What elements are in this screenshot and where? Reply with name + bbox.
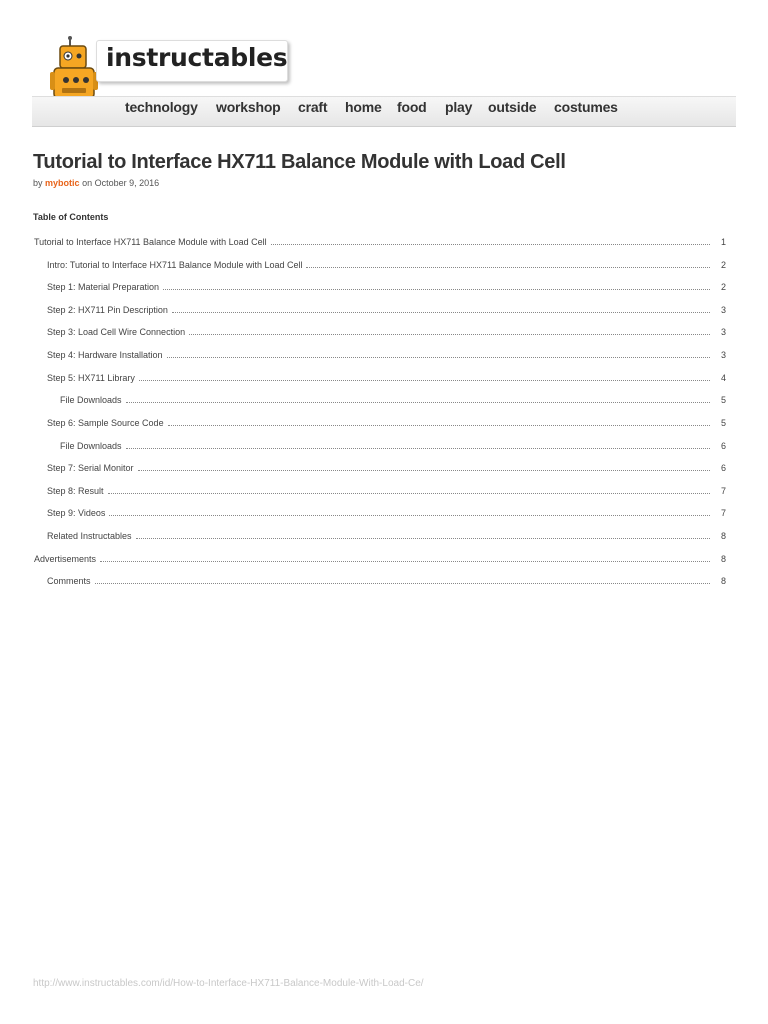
toc-leader-dots	[138, 462, 710, 471]
toc-leader-dots	[136, 530, 710, 539]
site-logo[interactable]: instructables	[106, 43, 288, 72]
toc-entry[interactable]	[47, 281, 726, 293]
toc-leader-dots	[139, 372, 710, 381]
toc-entry[interactable]	[47, 462, 726, 474]
nav-item-technology[interactable]: technology	[125, 99, 198, 115]
toc-entry-page: 2	[720, 282, 726, 292]
toc-entry[interactable]	[34, 553, 726, 565]
toc-heading: Table of Contents	[33, 212, 109, 222]
toc-leader-dots	[168, 417, 710, 426]
by-label: by	[33, 178, 43, 188]
toc-entry-page: 8	[720, 531, 726, 541]
toc-entry-page: 6	[720, 463, 726, 473]
toc-entry-page: 5	[720, 418, 726, 428]
toc-entry-page: 3	[720, 327, 726, 337]
toc-entry-page: 1	[720, 237, 726, 247]
toc-entry[interactable]	[60, 394, 726, 406]
toc-entry-page: 7	[720, 508, 726, 518]
publish-date: on October 9, 2016	[82, 178, 160, 188]
toc-entry[interactable]	[47, 417, 726, 429]
toc-entry-label: Step 4: Hardware Installation	[47, 350, 163, 360]
toc-entry-page: 4	[720, 373, 726, 383]
nav-item-home[interactable]: home	[345, 99, 382, 115]
toc-entry[interactable]	[47, 304, 726, 316]
toc-entry-label: File Downloads	[60, 395, 122, 405]
nav-item-food[interactable]: food	[397, 99, 427, 115]
toc-entry[interactable]	[47, 485, 726, 497]
toc-leader-dots	[271, 236, 710, 245]
toc-entry-page: 2	[720, 260, 726, 270]
toc-leader-dots	[172, 304, 710, 313]
toc-entry[interactable]	[34, 236, 726, 248]
page-title: Tutorial to Interface HX711 Balance Module with Load Cell	[33, 151, 566, 173]
toc-leader-dots	[189, 326, 710, 335]
toc-entry-label: Step 1: Material Preparation	[47, 282, 160, 292]
toc-entry[interactable]	[47, 575, 726, 587]
toc-leader-dots	[167, 349, 710, 358]
author-link[interactable]: mybotic	[45, 178, 80, 188]
site-header	[0, 0, 768, 130]
footer-source-url[interactable]: http://www.instructables.com/id/How-to-Interface-HX711-Balance-Module-With-Load-Ce/	[33, 978, 424, 989]
toc-entry-label: Step 7: Serial Monitor	[47, 463, 134, 473]
toc-entry-label: Step 2: HX711 Pin Description	[47, 305, 168, 315]
toc-entry[interactable]	[47, 507, 726, 519]
nav-item-craft[interactable]: craft	[298, 99, 328, 115]
toc-entry[interactable]	[47, 349, 726, 361]
toc-entry-page: 5	[720, 395, 726, 405]
toc-leader-dots	[100, 553, 710, 562]
toc-leader-dots	[126, 440, 710, 449]
toc-entry[interactable]	[47, 530, 726, 542]
toc-entry[interactable]	[60, 440, 726, 452]
toc-entry-page: 8	[720, 554, 726, 564]
nav-item-workshop[interactable]: workshop	[216, 99, 281, 115]
nav-item-costumes[interactable]: costumes	[554, 99, 618, 115]
toc-entry[interactable]	[47, 259, 726, 271]
toc-entry-label: Step 5: HX711 Library	[47, 373, 135, 383]
toc-leader-dots	[109, 507, 710, 516]
toc-entry-label: Step 8: Result	[47, 486, 104, 496]
toc-entry-page: 6	[720, 441, 726, 451]
toc-entry-label: Intro: Tutorial to Interface HX711 Balance Module with Load Cell	[47, 260, 303, 270]
toc-entry-page: 8	[720, 576, 726, 586]
toc-entry-label: Step 9: Videos	[47, 508, 106, 518]
toc-entry-label: Related Instructables	[47, 531, 132, 541]
toc-entry-label: File Downloads	[60, 441, 122, 451]
toc-leader-dots	[108, 485, 710, 494]
byline	[33, 178, 159, 188]
toc-leader-dots	[95, 575, 710, 584]
toc-entry-label: Step 3: Load Cell Wire Connection	[47, 327, 186, 337]
nav-item-outside[interactable]: outside	[488, 99, 537, 115]
toc-leader-dots	[126, 394, 710, 403]
toc-entry[interactable]	[47, 326, 726, 338]
toc-entry-label: Tutorial to Interface HX711 Balance Module with Load Cell	[34, 237, 267, 247]
toc-entry-label: Advertisements	[34, 554, 97, 564]
toc-entry-label: Step 6: Sample Source Code	[47, 418, 164, 428]
toc-entry-page: 3	[720, 350, 726, 360]
toc-entry-label: Comments	[47, 576, 91, 586]
toc-leader-dots	[163, 281, 710, 290]
toc-entry-page: 7	[720, 486, 726, 496]
toc-leader-dots	[306, 259, 710, 268]
nav-item-play[interactable]: play	[445, 99, 473, 115]
toc-entry-page: 3	[720, 305, 726, 315]
toc-entry[interactable]	[47, 372, 726, 384]
